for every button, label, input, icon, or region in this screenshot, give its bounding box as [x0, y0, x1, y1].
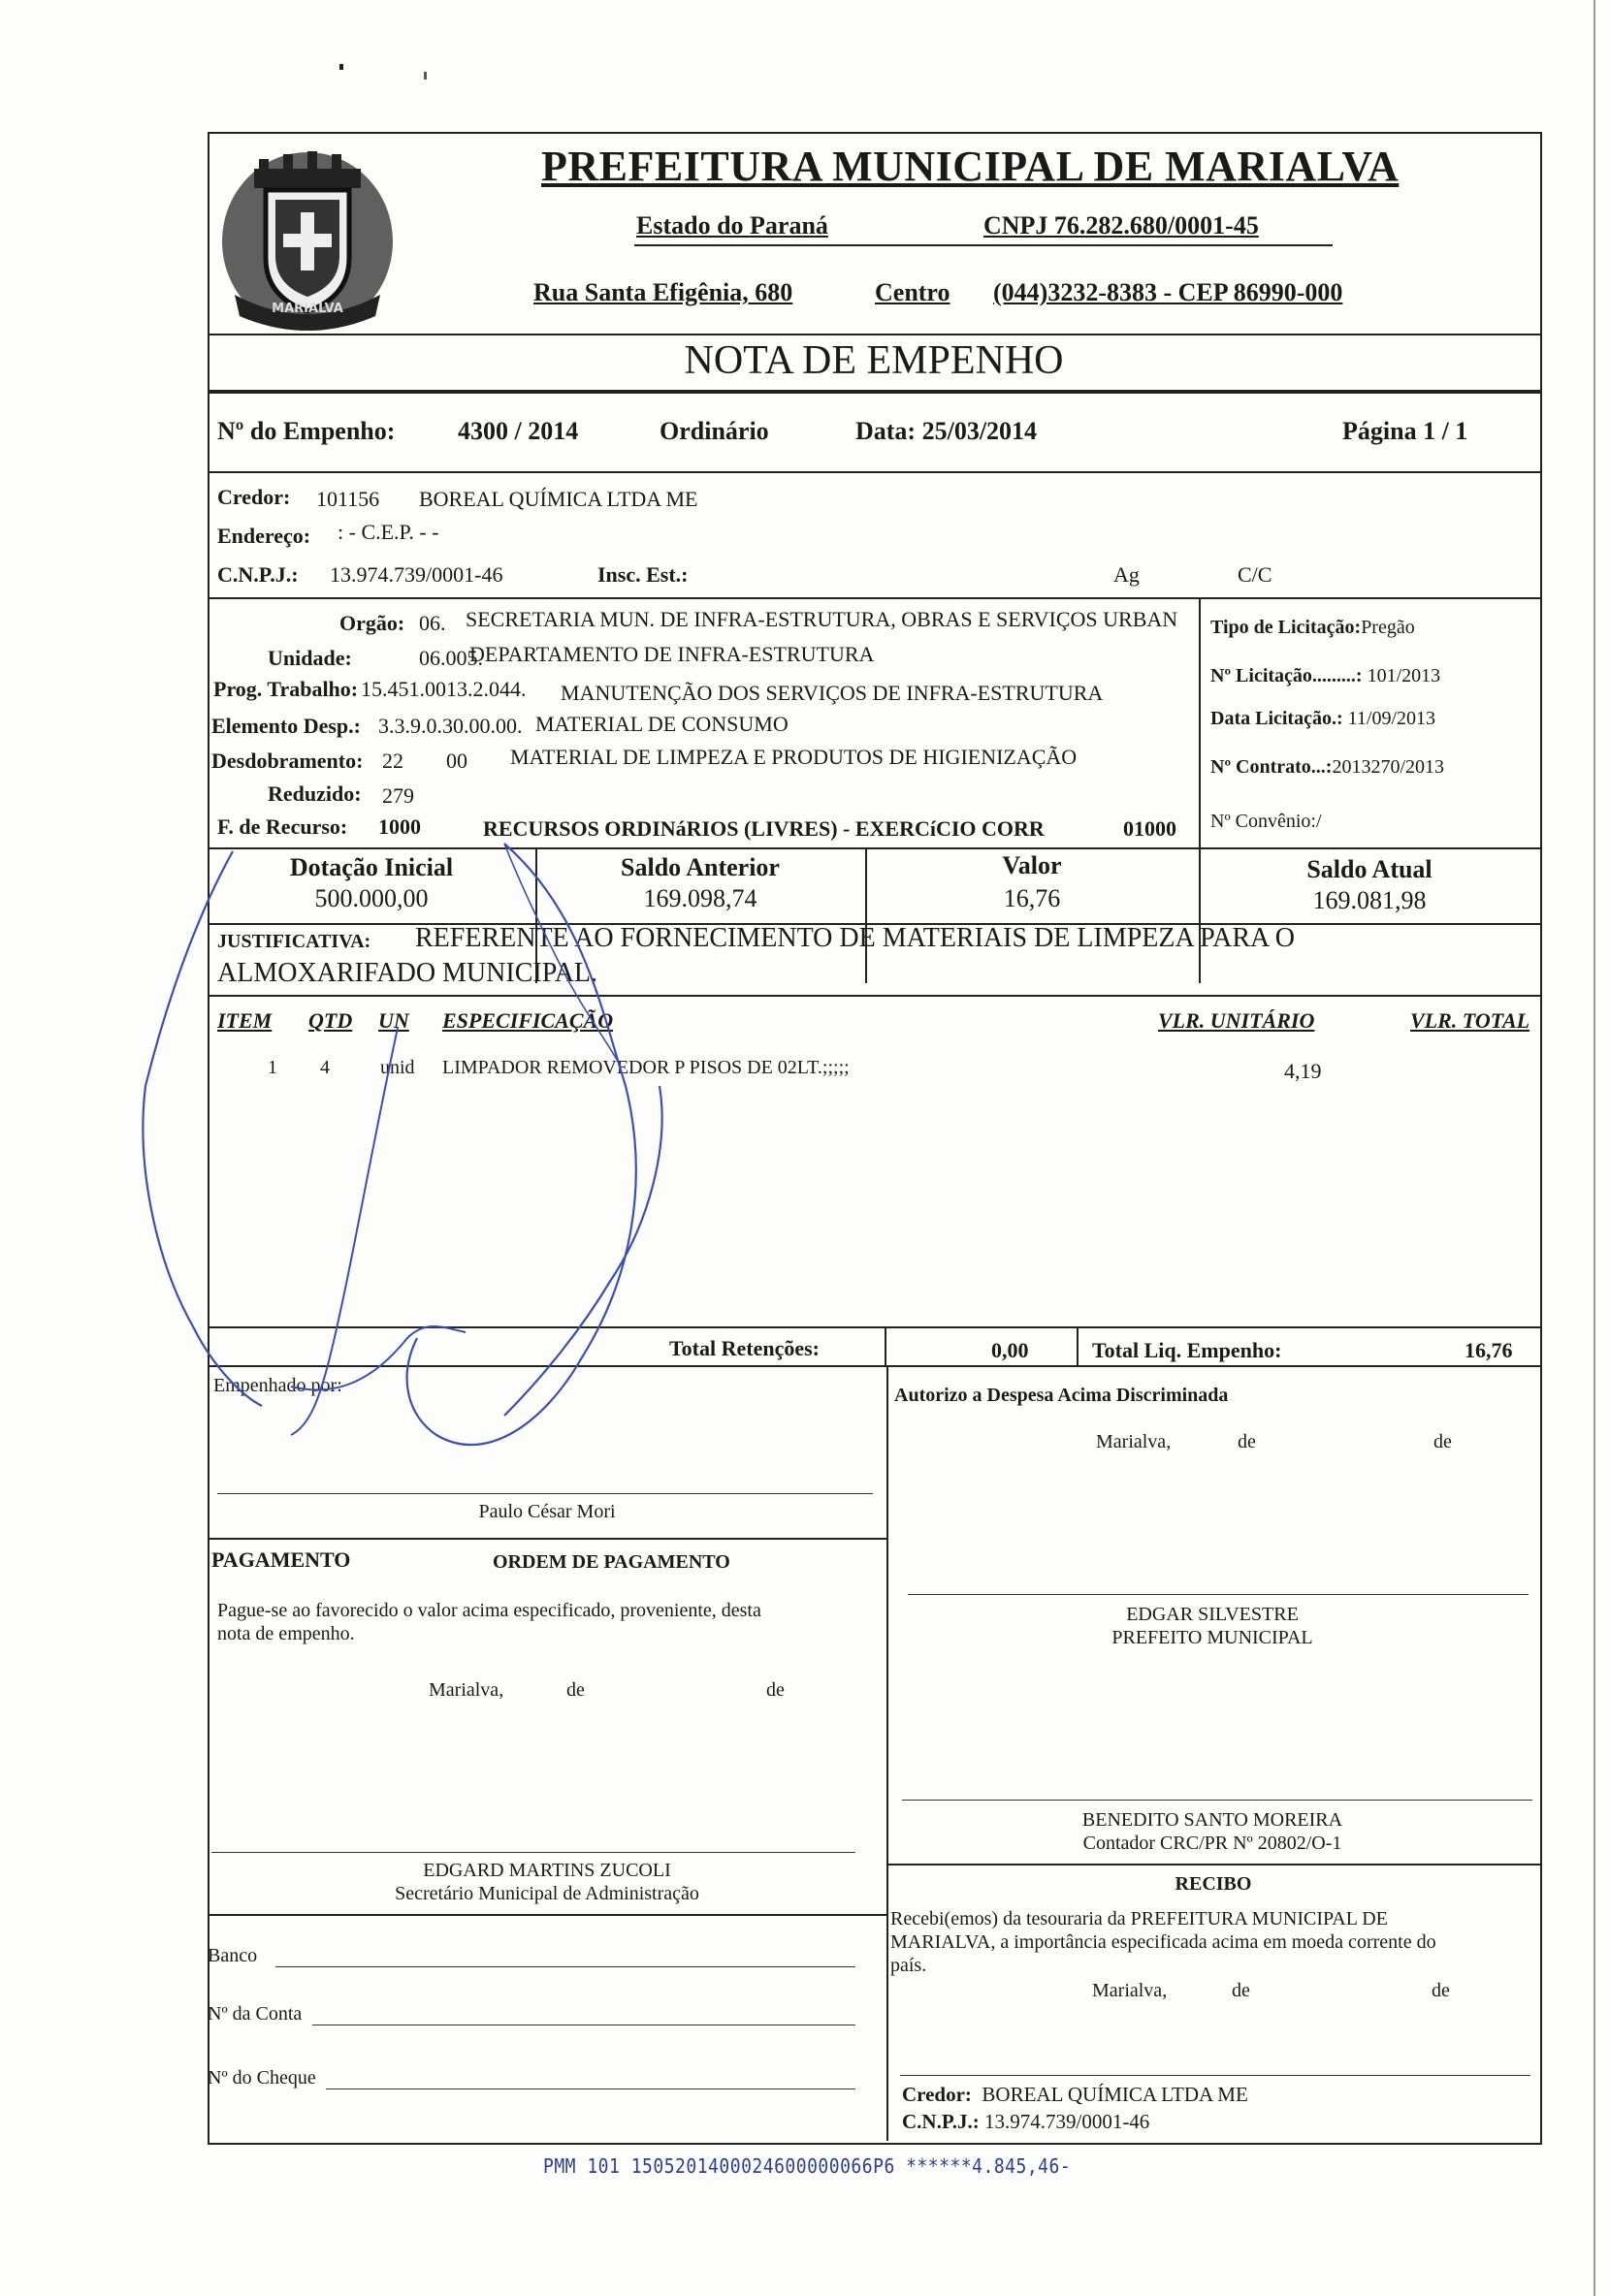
pagamento-label: PAGAMENTO	[211, 1547, 351, 1572]
num-contrato-value: 2013270/2013	[1332, 756, 1445, 778]
data-licitacao	[1210, 708, 1435, 730]
recibo-de-2: de	[1432, 1980, 1450, 2001]
fonte-recurso-label: F. de Recurso:	[217, 814, 348, 839]
data-licitacao-value: 11/09/2013	[1347, 708, 1436, 729]
agency-label: Ag	[1113, 562, 1140, 587]
document-title: NOTA DE EMPENHO	[684, 338, 1064, 383]
header-underline	[634, 244, 1333, 246]
prefeitura-title: PREFEITURA MUNICIPAL DE MARIALVA	[541, 143, 1400, 190]
item-qtd: 4	[320, 1057, 330, 1078]
col-especificacao: ESPECIFICAÇÃO	[442, 1008, 614, 1033]
recibo-cnpj-value: 13.974.739/0001-46	[983, 2110, 1150, 2133]
fonte-recurso-name: RECURSOS ORDINáRIOS (LIVRES) - EXERCíCIO CORR	[483, 816, 1045, 841]
empenho-number: 4300 / 2014	[458, 417, 579, 445]
orgao-code: 06.	[419, 611, 446, 635]
prefeito-name: EDGAR SILVESTRE	[1126, 1604, 1299, 1625]
credor-cnpj: 13.974.739/0001-46	[330, 562, 503, 587]
divider	[208, 597, 1540, 599]
conta-label: Nº da Conta	[208, 2003, 303, 2025]
cheque-label: Nº do Cheque	[208, 2067, 316, 2089]
total-liq-value: 16,76	[1465, 1338, 1513, 1362]
divider	[208, 390, 1540, 394]
prog-trabalho-label: Prog. Trabalho:	[213, 677, 359, 701]
desdobramento-sub: 00	[446, 749, 467, 773]
recibo-credor	[902, 2083, 1248, 2107]
unidade-name: DEPARTAMENTO DE INFRA-ESTRUTURA	[469, 642, 875, 666]
unidade-code: 06.005.	[419, 646, 483, 670]
divider	[886, 1864, 1540, 1866]
tipo-licitacao-label: Tipo de Licitação:	[1210, 617, 1362, 638]
justificativa-line-1: REFERENTE AO FORNECIMENTO DE MATERIAIS DE LIMPEZA PARA O	[415, 923, 1295, 953]
desdobramento-code: 22	[382, 749, 403, 773]
total-retencoes-label: Total Retenções:	[669, 1336, 820, 1360]
recibo-place: Marialva,	[1092, 1980, 1168, 2001]
item-spec: LIMPADOR REMOVEDOR P PISOS DE 02LT.;;;;;	[442, 1057, 850, 1078]
saldo-anterior-label: Saldo Anterior	[621, 853, 780, 881]
empenho-number-label: Nº do Empenho:	[217, 417, 396, 445]
col-item: ITEM	[217, 1008, 273, 1033]
recibo-cnpj	[902, 2110, 1149, 2134]
account-label: C/C	[1238, 562, 1272, 587]
header-street: Rua Santa Efigênia, 680	[533, 278, 793, 306]
pagamento-de-2: de	[766, 1679, 785, 1701]
autorizo-place: Marialva,	[1096, 1431, 1172, 1452]
signature-line	[211, 1852, 855, 1853]
elemento-code: 3.3.9.0.30.00.00.	[378, 714, 523, 738]
divider	[208, 995, 1540, 997]
divider	[208, 1538, 886, 1540]
num-convenio: Nº Convênio:/	[1210, 811, 1322, 832]
col-qtd: QTD	[308, 1008, 353, 1033]
divider	[1077, 1326, 1079, 1365]
credor-name: BOREAL QUÍMICA LTDA ME	[419, 487, 698, 511]
tipo-licitacao	[1210, 617, 1415, 639]
pagamento-place: Marialva,	[429, 1679, 504, 1701]
state-name: Estado do Paraná	[636, 211, 828, 239]
num-contrato-label: Nº Contrato...:	[1210, 756, 1333, 778]
autorizo-label: Autorizo a Despesa Acima Discriminada	[894, 1385, 1229, 1406]
pagamento-de-1: de	[566, 1679, 585, 1701]
signature-line	[902, 1800, 1532, 1801]
reduzido-value: 279	[382, 783, 414, 808]
elemento-label: Elemento Desp.:	[211, 714, 361, 738]
dotacao-inicial-value: 500.000,00	[314, 884, 429, 912]
scan-mark	[339, 64, 343, 70]
recibo-credor-label: Credor:	[902, 2083, 972, 2106]
valor-value: 16,76	[1003, 884, 1061, 912]
item-un: unid	[380, 1057, 415, 1078]
recibo-cnpj-label: C.N.P.J.:	[902, 2110, 980, 2133]
fonte-recurso-code: 1000	[378, 814, 421, 839]
prog-trabalho-code: 15.451.0013.2.044.	[361, 677, 527, 701]
justificativa-line-2: ALMOXARIFADO MUNICIPAL.	[217, 958, 598, 988]
pagamento-text-2: nota de empenho.	[217, 1623, 355, 1644]
prog-trabalho-name: MANUTENÇÃO DOS SERVIÇOS DE INFRA-ESTRUTURA	[561, 681, 1104, 705]
tipo-licitacao-value: Pregão	[1361, 617, 1415, 638]
divider	[208, 1326, 1540, 1328]
unidade-label: Unidade:	[268, 646, 352, 670]
divider	[885, 1326, 886, 1365]
empenhado-por-name: Paulo César Mori	[478, 1501, 616, 1522]
justificativa-label: JUSTIFICATIVA:	[217, 931, 371, 952]
data-licitacao-label: Data Licitação.:	[1210, 708, 1343, 729]
orgao-label: Orgão:	[339, 611, 405, 635]
autorizo-de-2: de	[1433, 1431, 1452, 1452]
prefeito-role: PREFEITO MUNICIPAL	[1111, 1627, 1313, 1648]
secretario-name: EDGARD MARTINS ZUCOLI	[423, 1860, 671, 1881]
dotacao-inicial-label: Dotação Inicial	[289, 853, 454, 881]
svg-text:MARIALVA: MARIALVA	[272, 302, 343, 316]
desdobramento-name: MATERIAL DE LIMPEZA E PRODUTOS DE HIGIENIZAÇÃO	[510, 745, 1078, 769]
header-district: Centro	[875, 278, 950, 306]
valor-label: Valor	[1002, 851, 1062, 879]
item-number: 1	[268, 1057, 277, 1078]
signature-line	[908, 1594, 1529, 1595]
saldo-atual-value: 169.081,98	[1312, 886, 1427, 914]
saldo-atual-label: Saldo Atual	[1306, 855, 1433, 883]
num-contrato	[1210, 756, 1444, 779]
scan-mark	[424, 72, 427, 80]
recibo-text-3: país.	[890, 1955, 927, 1976]
recibo-credor-value: BOREAL QUÍMICA LTDA ME	[982, 2083, 1248, 2106]
divider	[208, 471, 1540, 473]
recibo-text-2: MARIALVA, a importância especificada acima em moeda corrente do	[890, 1931, 1436, 1953]
banco-label: Banco	[208, 1945, 258, 1966]
item-vlr-unitario: 4,19	[1284, 1059, 1322, 1083]
ordem-pagamento-label: ORDEM DE PAGAMENTO	[493, 1551, 730, 1573]
divider	[208, 1365, 1540, 1367]
address-label: Endereço:	[217, 524, 311, 548]
col-un: UN	[378, 1008, 409, 1033]
credor-cnpj-label: C.N.P.J.:	[217, 562, 299, 587]
empenho-type: Ordinário	[660, 417, 769, 445]
footer-authentication-code: PMM 101 1505201400024600000066P6 ******4.845,46-	[543, 2154, 1072, 2179]
banco-line[interactable]	[275, 1966, 855, 1967]
total-liq-label: Total Liq. Empenho:	[1092, 1338, 1282, 1362]
orgao-name: SECRETARIA MUN. DE INFRA-ESTRUTURA, OBRAS E SERVIÇOS URBAN	[466, 607, 1178, 631]
recibo-label: RECIBO	[1175, 1873, 1252, 1895]
credor-code: 101156	[316, 487, 380, 511]
autorizo-de-1: de	[1238, 1431, 1256, 1452]
header-cnpj: CNPJ 76.282.680/0001-45	[983, 211, 1259, 239]
num-licitacao-value: 101/2013	[1367, 665, 1441, 686]
col-vlr-total: VLR. TOTAL	[1410, 1008, 1530, 1033]
total-retencoes-value: 0,00	[991, 1338, 1029, 1362]
contador-name: BENEDITO SANTO MOREIRA	[1081, 1809, 1343, 1831]
contador-role: Contador CRC/PR Nº 20802/O-1	[1082, 1833, 1342, 1854]
coat-of-arms-icon	[215, 140, 400, 338]
address-value: : - C.E.P. - -	[338, 520, 439, 544]
insc-est-label: Insc. Est.:	[597, 562, 689, 587]
page-number: Página 1 / 1	[1342, 417, 1468, 445]
scan-edge	[1594, 0, 1595, 2296]
fonte-recurso-number: 01000	[1123, 816, 1176, 841]
desdobramento-label: Desdobramento:	[211, 749, 364, 773]
num-licitacao	[1210, 665, 1440, 687]
elemento-name: MATERIAL DE CONSUMO	[535, 712, 789, 736]
divider	[886, 1365, 888, 2141]
credor-label: Credor:	[217, 485, 291, 509]
secretario-role: Secretário Municipal de Administração	[395, 1883, 699, 1904]
reduzido-label: Reduzido:	[268, 781, 362, 806]
signature-line	[217, 1493, 873, 1494]
col-vlr-unitario: VLR. UNITÁRIO	[1158, 1008, 1315, 1033]
divider	[208, 847, 1540, 849]
divider	[208, 1914, 886, 1916]
empenhado-por-label: Empenhado por:	[213, 1375, 342, 1396]
num-licitacao-label: Nº Licitação.........:	[1210, 665, 1363, 686]
header-phone-cep: (044)3232-8383 - CEP 86990-000	[993, 278, 1343, 306]
recibo-de-1: de	[1232, 1980, 1250, 2001]
nota-de-empenho-form	[208, 132, 1542, 2149]
saldo-anterior-value: 169.098,74	[643, 884, 757, 912]
empenho-date: Data: 25/03/2014	[855, 417, 1038, 445]
signature-line	[900, 2075, 1530, 2076]
recibo-text-1: Recebi(emos) da tesouraria da PREFEITURA MUNICIPAL DE	[890, 1908, 1388, 1929]
divider	[208, 334, 1540, 335]
pagamento-text-1: Pague-se ao favorecido o valor acima especificado, proveniente, desta	[217, 1600, 761, 1621]
